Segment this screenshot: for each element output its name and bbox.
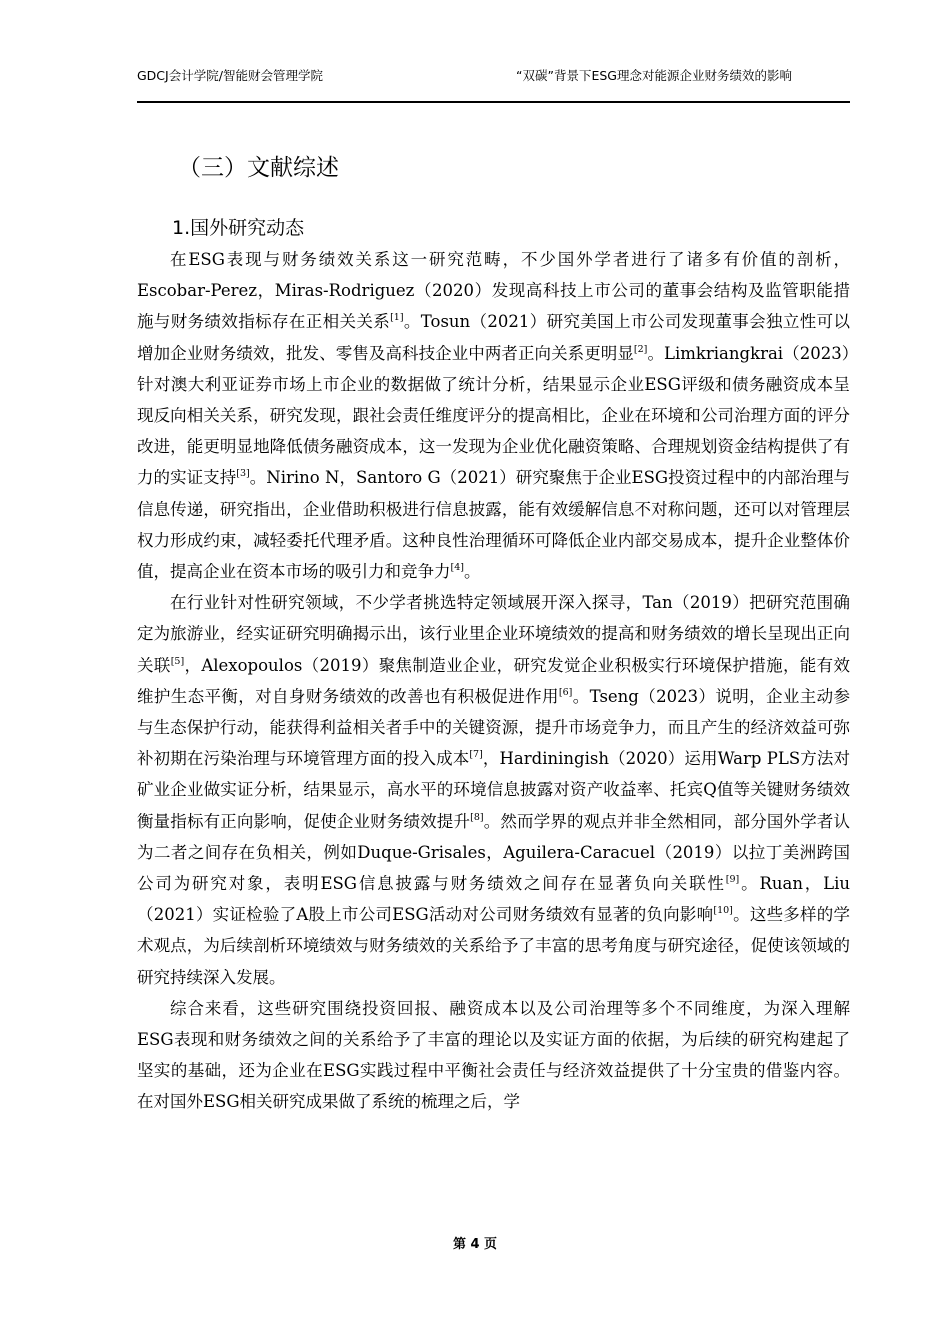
header-divider [137,101,850,103]
paragraph-text: 。Limkriangkrai（2023）针对澳大利亚证券市场上市企业的数据做了统计分析，结果显示企业ESG评级和债务融资成本呈现反向相关关系，研究发现，跟社会责任维度评分的提高相比，企业在环境和公司治理方面的评分改进，能更明显地降低债务融资成本，这一发现为企业优化融资策略、合理规划资金结构提供了有力的实证支持 [137,343,851,488]
paragraph-text: 在行业针对性研究领域，不少学者挑选特定领域展开深入探寻，Tan（2019）把研究范围确定为旅游业，经实证研究明确揭示出，该行业里企业环境绩效的提高和财务绩效的增长呈现出正向关联 [137,593,850,675]
paragraph-text: 。然而学界的观点并非全然相同，部分国外学者认为二者之间存在负相关，例如Duque-Grisales，Aguilera-Caracuel（2019）以拉丁美洲跨国公司为研究对象，表明ESG信息披露与财务绩效之间存在显著负向关联性 [137,811,851,894]
body-text [137,244,850,1118]
citation-reference: [8] [470,811,484,823]
citation-reference: [3] [236,468,250,480]
citation-reference: [9] [725,874,740,886]
header-paper-title: “双碳”背景下ESG理念对能源企业财务绩效的影响 [516,68,792,83]
paragraph-2 [137,587,850,993]
subsection-title: 1.国外研究动态 [172,217,305,239]
paragraph-3 [137,993,850,1118]
paragraph-text: 。这些多样的学术观点，为后续剖析环境绩效与财务绩效的关系给予了丰富的思考角度与研究途径，促使该领域的研究持续深入发展。 [137,905,850,987]
citation-reference: [6] [558,686,573,698]
citation-reference: [5] [170,655,185,667]
citation-reference: [10] [713,905,733,917]
paragraph-text: ，Hardiningish（2020）运用Warp PLS方法对矿业企业做实证分析，结果显示，高水平的环境信息披露对资产收益率、托宾Q值等关键财务绩效衡量指标有正向影响，促使企业财务绩效提升 [137,749,851,831]
paragraph-text: 在ESG表现与财务绩效关系这一研究范畴，不少国外学者进行了诸多有价值的剖析，Escobar-Perez，Miras-Rodriguez（2020）发现高科技上市公司的董事会结构及监管职能措施与财务绩效指标存在正相关关系 [137,250,850,332]
paragraph-text: 综合来看，这些研究围绕投资回报、融资成本以及公司治理等多个不同维度，为深入理解ESG表现和财务绩效之间的关系给予了丰富的理论以及实证方面的依据，为后续的研究构建起了坚实的基础，还为企业在ESG实践过程中平衡社会责任与经济效益提供了十分宝贵的借鉴内容。在对国外ESG相关研究成果做了系统的梳理之后，学 [137,998,850,1112]
paragraph-text: 。Tosun（2021）研究美国上市公司发现董事会独立性可以增加企业财务绩效，批发、零售及高科技企业中两者正向关系更明显 [137,312,851,363]
citation-reference: [1] [390,312,404,324]
header-institution: GDCJ会计学院/智能财会管理学院 [137,68,323,83]
paragraph-text: 。Ruan，Liu（2021）实证检验了A股上市公司ESG活动对公司财务绩效有显著的负向影响 [137,874,851,925]
paragraph-1 [137,244,850,587]
citation-reference: [4] [450,562,464,574]
paragraph-text: 。Tseng（2023）说明，企业主动参与生态保护行动，能获得利益相关者手中的关键资源，提升市场竞争力，而且产生的经济效益可弥补初期在污染治理与环境管理方面的投入成本 [137,686,851,769]
paragraph-text: 。 [463,562,481,582]
page-number: 第 4 页 [452,1237,498,1252]
citation-reference: [7] [469,749,483,761]
section-title: （三）文献综述 [178,155,339,181]
paragraph-text: ，Alexopoulos（2019）聚焦制造业企业，研究发觉企业积极实行环境保护措施，能有效维护生态平衡，对自身财务绩效的改善也有积极促进作用 [137,655,850,706]
paragraph-text: 。Nirino N，Santoro G（2021）研究聚焦于企业ESG投资过程中的内部治理与信息传递，研究指出，企业借助积极进行信息披露，能有效缓解信息不对称问题，还可以对管理层权力形成约束，减轻委托代理矛盾。这种良性治理循环可降低企业内部交易成本，提升企业整体价值，提高企业在资本市场的吸引力和竞争力 [137,468,850,582]
citation-reference: [2] [633,343,648,355]
